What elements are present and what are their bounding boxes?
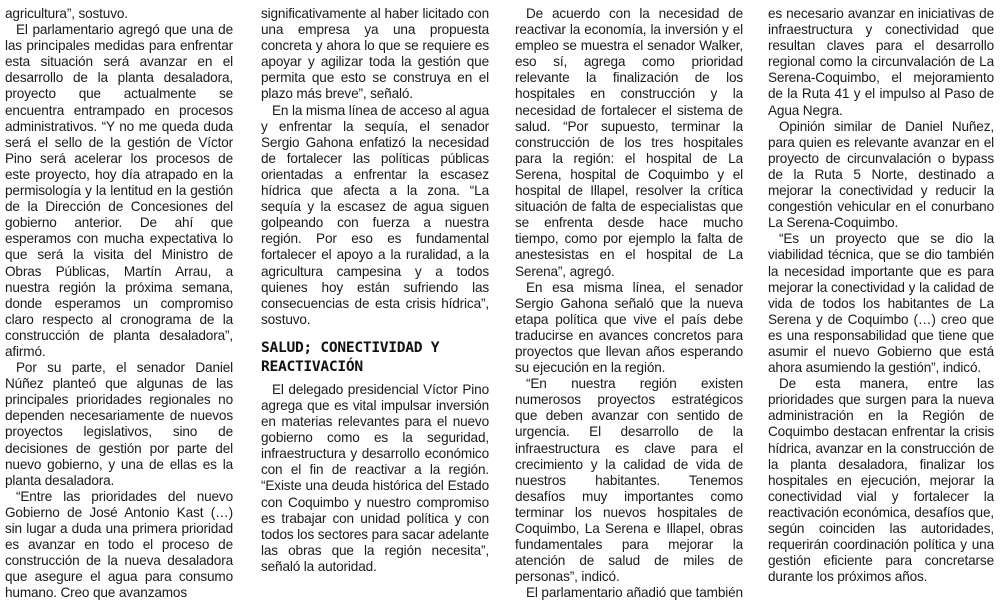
paragraph: El parlamentario agregó que una de las principales medidas para enfrentar esta situación será avanzar en el desarrollo de la planta desaladora, proyecto que actualmente se encuentra entrampado en procesos administrativos. “Y no me queda duda será el sello de la gestión de Víctor Pino será acelerar los procesos de este proyecto, hoy día atrapado en la permisología y la lentitud en la gestión de la Dirección de Concesiones del gobierno anterior. De ahí que esperamos con mucha expectativa lo que será la visita del Ministro de Obras Públicas, Martín Arrau, a nuestra región la próxima semana, donde esperamos un compromiso claro respecto al cronograma de la construcción de planta desaladora”, afirmó.	[5, 22, 233, 359]
paragraph: El parlamentario añadió que también	[526, 585, 743, 600]
paragraph: Por su parte, el senador Daniel Núñez planteó que algunas de las principales prioridades regionales no dependen necesariamente de nuevos proyectos legislativos, sino de decisiones de gestión por parte del nuevo gobierno, y una de ellas es la planta desaladora.	[5, 360, 233, 488]
paragraph: es necesario avanzar en iniciativas de infraestructura y conectividad que resultan claves para el desarrollo regional como la circunvalación de La Serena-Coquimbo, el mejoramiento de la Ruta 41 y el impulso al Paso de Agua Negra.	[768, 6, 994, 118]
paragraph: De acuerdo con la necesidad de reactivar la economía, la inversión y el empleo se muestra el senador Walker, eso sí, agrega como prioridad relevante la finalización de los hospitales en construcción y la necesidad de fortalecer el sistema de salud. “Por supuesto, terminar la construcción de los tres hospitales para la región: el hospital de La Serena, hospital de Coquimbo y el hospital de Illapel, resolver la crítica situación de falta de especialistas que se enfrenta desde hace mucho tiempo, como por ejemplo la falta de anestesistas en el hospital de La Serena”, agregó.	[515, 6, 743, 279]
paragraph: En esa misma línea, el senador Sergio Gahona señaló que la nueva etapa política que vive el país debe traducirse en avances concretos para proyectos que llevan años esperando su ejecución en la región.	[515, 279, 743, 376]
paragraph: agricultura”, sostuvo.	[5, 6, 128, 21]
paragraph: “En nuestra región existen numerosos proyectos estratégicos que deben avanzar con sentido de urgencia. El desarrollo de la infraestructura es clave para el crecimiento y la calidad de vida de nuestros habitantes. Tenemos desafíos muy importantes como terminar los nuevos hospitales de Coquimbo, La Serena e Illapel, obras fundamentales para mejorar la atención de salud de miles de personas”, indicó.	[515, 376, 743, 585]
article-column-1	[5, 6, 233, 600]
paragraph: Opinión similar de Daniel Nuñez, para quien es relevante avanzar en el proyecto de circunvalación o bypass de la Ruta 5 Norte, destinado a mejorar la conectividad y reducir la congestión vehicular en el conurbano La Serena-Coquimbo.	[768, 118, 994, 231]
paragraph: El delegado presidencial Víctor Pino agrega que es vital impulsar inversión en materias relevantes para el nuevo gobierno como es la seguridad, infraestructura y desarrollo económico con el fin de reactivar a la región. “Existe una deuda histórica del Estado con Coquimbo y nuestro compromiso es trabajar con unidad política y con todos los sectores para sacar adelante las obras que la región necesita”, señaló la autoridad.	[261, 381, 489, 574]
paragraph: De esta manera, entre las prioridades que surgen para la nueva administración en la Región de Coquimbo destacan enfrentar la crisis hídrica, avanzar en la construcción de la planta desaladora, finalizar los hospitales en ejecución, mejorar la conectividad vial y fortalecer la reactivación económica, desafíos que, según coinciden las autoridades, requerirán coordinación política y una gestión eficiente para concretarse durante los próximos años.	[768, 376, 994, 585]
paragraph: significativamente al haber licitado con una empresa ya una propuesta concreta y ahora lo que se requiere es apoyar y agilizar toda la gestión que permita que esto se construya en el plazo más breve”, señaló.	[261, 6, 489, 102]
paragraph: “Es un proyecto que se dio la viabilidad técnica, que se dio también la necesidad importante que es para mejorar la conectividad y la calidad de vida de todos los habitantes de La Serena y de Coquimbo (…) creo que es una responsabilidad que tiene que asumir el nuevo Gobierno que está ahora asumiendo la gestión”, indicó.	[768, 231, 994, 376]
article-column-2	[261, 6, 489, 600]
paragraph: En la misma línea de acceso al agua y enfrentar la sequía, el senador Sergio Gahona enfatizó la necesidad de fortalecer las políticas públicas orientadas a enfrentar la escasez hídrica que afecta a la zona. “La sequía y la escasez de agua siguen golpeando con fuerza a nuestra región. Por eso es fundamental fortalecer el apoyo a la ruralidad, a la agricultura campesina y a todos quienes hoy están sufriendo las consecuencias de esta crisis hídrica”, sostuvo.	[261, 102, 489, 327]
article-column-4	[768, 6, 994, 600]
paragraph: “Entre las prioridades del nuevo Gobierno de José Antonio Kast (…) sin lugar a duda una primera prioridad es avanzar en todo el proceso de construcción de la nueva desaladora que asegure el agua para consumo humano. Creo que avanzamos	[5, 488, 233, 600]
article-column-3	[515, 6, 743, 600]
section-subheading: SALUD; CONECTIVIDAD Y REACTIVACIÓN	[261, 338, 440, 375]
